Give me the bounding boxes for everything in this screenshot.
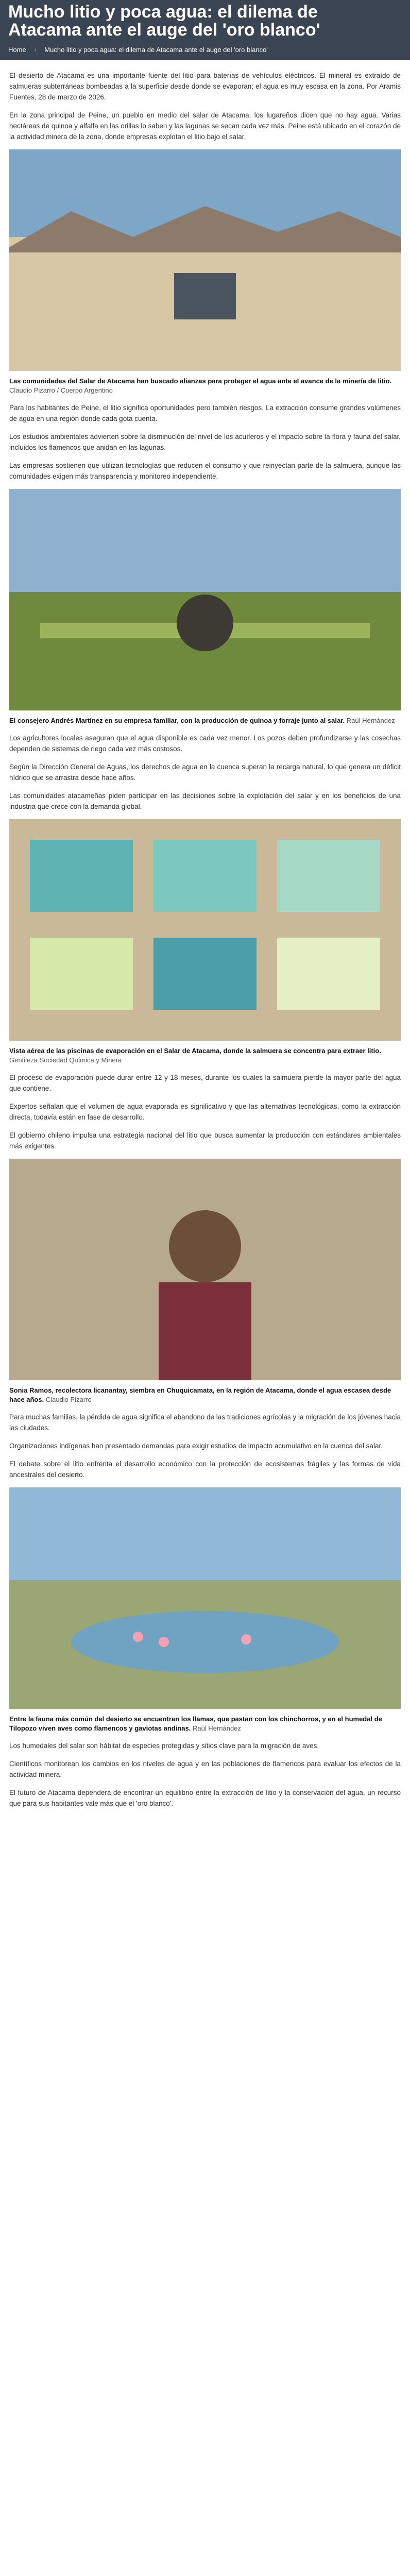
breadcrumb-current: Mucho litio y poca agua: el dilema de Atacama ante el auge del 'oro blanco'	[44, 46, 268, 54]
section-paragraph: El proceso de evaporación puede durar entre 12 y 18 meses, durante los cuales la salmuera pierde la mayor parte del agua que contiene.	[9, 1074, 401, 1092]
section-paragraph: Para los habitantes de Peine, el litio significa oportunidades pero también riesgos. La extracción consume grandes volúmenes de agua en una región donde cada gota cuenta.	[9, 404, 401, 422]
photo-caption: Las comunidades del Salar de Atacama han buscado alianzas para proteger el agua ante el avance de la minería de litio. Claudio Pizarro / Cuerpo Argentino	[9, 377, 392, 394]
photo-caption: Entre la fauna más común del desierto se encuentran los llamas, que pastan con los chinchorros, y en el humedal de Tilopozo viven aves como flamencos y gaviotas andinas. Raúl Hernández	[9, 1715, 382, 1732]
intro-paragraph: En la zona principal de Peine, un pueblo en medio del salar de Atacama, los lugareños dicen que no hay agua. Varias hectáreas de quinoa y alfalfa en las orillas lo saben y las lagunas se secan cada vez más. Peine está ubicado en el corazón de la actividad minera de la zona, donde empresas explotan el litio bajo el salar.	[9, 111, 401, 141]
article-photo	[9, 1159, 401, 1383]
evaporation-ponds-photo	[9, 819, 401, 1041]
article-photo	[9, 819, 401, 1043]
article-photo	[9, 149, 401, 374]
article-section	[9, 149, 401, 482]
farm-photo	[9, 489, 401, 710]
section-paragraph: Las empresas sostienen que utilizan tecnologías que reducen el consumo y que reinyectan parte de la salmuera, aunque las comunidades exigen más transparencia y monitoreo independiente.	[9, 462, 401, 480]
article-section	[9, 819, 401, 1151]
section-paragraph: Organizaciones indígenas han presentado demandas para exigir estudios de impacto acumulativo en la cuenca del salar.	[9, 1442, 383, 1450]
article-body	[9, 70, 401, 1837]
section-paragraph: Los estudios ambientales advierten sobre la disminución del nivel de los acuíferos y el impacto sobre la flora y fauna del salar, incluidos los flamencos que anidan en las lagunas.	[9, 433, 401, 451]
article-section	[9, 1159, 401, 1480]
salt-flat-photo	[9, 149, 401, 371]
section-paragraph: El debate sobre el litio enfrenta el desarrollo económico con la protección de ecosistemas frágiles y las formas de vida ancestrales del desierto.	[9, 1460, 401, 1479]
photo-caption: El consejero Andrés Martínez en su empresa familiar, con la producción de quinoa y forraje junto al salar. Raúl Hernández	[9, 717, 395, 724]
article-section	[9, 1487, 401, 1809]
page-title: Mucho litio y poca agua: el dilema de Atacama ante el auge del 'oro blanco'	[8, 2, 320, 40]
section-paragraph: Los humedales del salar son hábitat de especies protegidas y sitios clave para la migración de aves.	[9, 1742, 319, 1750]
bottom-spacer	[9, 1816, 401, 1837]
photo-caption: Vista aérea de las piscinas de evaporación en el Salar de Atacama, donde la salmuera se concentra para extraer litio. Gentileza Sociedad Química y Minera	[9, 1047, 381, 1064]
breadcrumb-separator-icon: ›	[34, 46, 37, 54]
section-paragraph: Los agricultores locales aseguran que el agua disponible es cada vez menor. Los pozos deben profundizarse y las cosechas dependen de sistemas de riego cada vez más costosos.	[9, 734, 401, 753]
portrait-photo	[9, 1159, 401, 1380]
article-photo	[9, 489, 401, 713]
section-paragraph: Expertos señalan que el volumen de agua evaporada es significativo y que las alternativas tecnológicas, como la extracción directa, todavía están en fase de desarrollo.	[9, 1103, 401, 1121]
intro-paragraph: El desierto de Atacama es una importante fuente del litio para baterías de vehículos eléctricos. El mineral es extraído de salmueras subterráneas bombeadas a la superficie desde donde se evaporan; el agua es muy escasa en la zona. Por Aramis Fuentes, 28 de marzo de 2026.	[9, 72, 401, 101]
breadcrumb-home[interactable]: Home	[8, 46, 26, 54]
article-section	[9, 489, 401, 812]
section-paragraph: El futuro de Atacama dependerá de encontrar un equilibrio entre la extracción de litio y la conservación del agua, un recurso que para sus habitantes vale más que el 'oro blanco'.	[9, 1789, 401, 1807]
section-paragraph: Según la Dirección General de Aguas, los derechos de agua en la cuenca superan la recarga natural, lo que genera un déficit hídrico que se arrastra desde hace años.	[9, 763, 401, 782]
article-photo	[9, 1487, 401, 1711]
section-paragraph: El gobierno chileno impulsa una estrategia nacional del litio que busca aumentar la producción con estándares ambientales más exigentes.	[9, 1131, 401, 1150]
hero-banner	[0, 0, 410, 60]
photo-caption: Sonia Ramos, recolectora licanantay, siembra en Chuquicamata, en la región de Atacama, donde el agua escasea desde hace años. Claudio Pizarro	[9, 1386, 391, 1403]
section-paragraph: Para muchas familias, la pérdida de agua significa el abandono de las tradiciones agrícolas y la migración de los jóvenes hacia las ciudades.	[9, 1413, 401, 1432]
section-paragraph: Las comunidades atacameñas piden participar en las decisiones sobre la explotación del salar y en los beneficios de una industria que crece con la demanda global.	[9, 792, 401, 810]
section-paragraph: Científicos monitorean los cambios en los niveles de agua y en las poblaciones de flamencos para evaluar los efectos de la actividad minera.	[9, 1760, 401, 1778]
breadcrumb	[8, 46, 274, 54]
wetland-photo	[9, 1487, 401, 1709]
